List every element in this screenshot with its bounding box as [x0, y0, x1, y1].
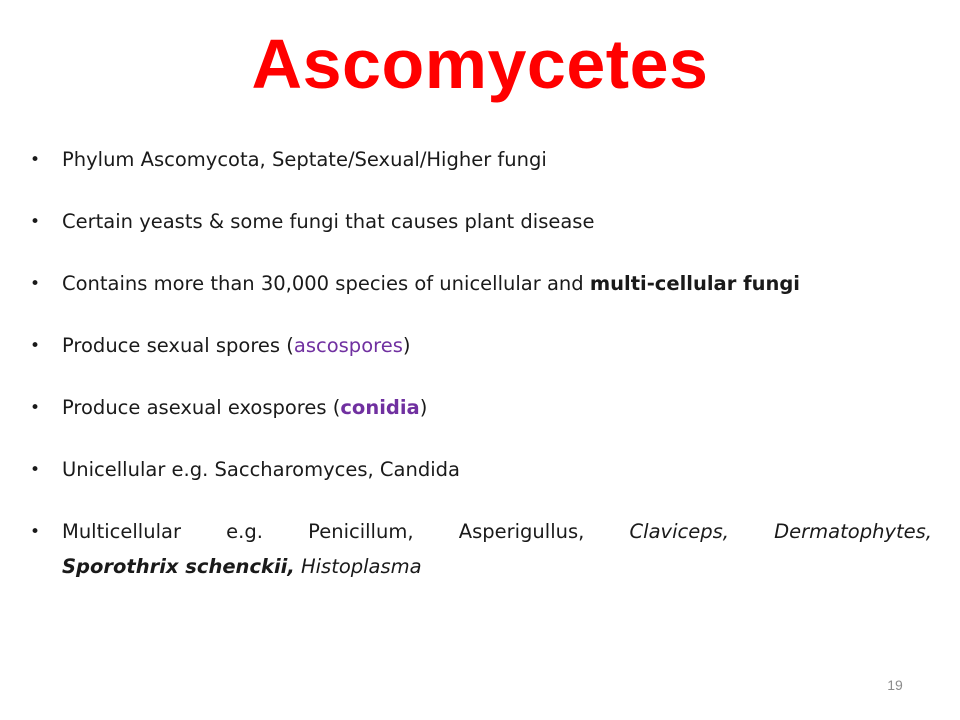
- bullet-item-unicellular: [30, 456, 932, 484]
- bullet-list: [30, 146, 932, 627]
- bullet-dot: •: [30, 398, 41, 418]
- highlight-conidia: conidia: [340, 396, 420, 419]
- slide-title: Ascomycetes: [251, 25, 709, 103]
- bullet-text: Contains more than 30,000 species of unicellular and: [62, 272, 590, 295]
- bullet-text-prefix: Produce asexual exospores (: [62, 396, 341, 419]
- word-asperigullus: Asperigullus,: [458, 520, 585, 543]
- word-histoplasma: Histoplasma: [294, 555, 422, 578]
- bullet-bold-text: multi-cellular fungi: [589, 272, 800, 295]
- bullet-text-suffix: ): [402, 334, 411, 357]
- bullet-item-yeasts: [30, 208, 932, 236]
- word-sporothrix: Sporothrix schenckii,: [62, 555, 295, 578]
- bullet-text: Phylum Ascomycota, Septate/Sexual/Higher fungi: [62, 148, 547, 171]
- bullet-dot: •: [30, 336, 41, 356]
- bullet-item-asexual-spores: [30, 394, 932, 422]
- word-multicellular: Multicellular: [62, 520, 181, 543]
- bullet-dot: •: [30, 522, 41, 542]
- bullet-dot: •: [30, 274, 41, 294]
- bullet-item-species: [30, 270, 932, 298]
- bullet-item-phylum: [30, 146, 932, 174]
- word-claviceps: Claviceps,: [629, 520, 729, 543]
- word-eg: e.g.: [226, 520, 263, 543]
- bullet-dot: •: [30, 150, 41, 170]
- bullet-item-sexual-spores: [30, 332, 932, 360]
- bullet-dot: •: [30, 212, 41, 232]
- bullet-text-suffix: ): [419, 396, 428, 419]
- page-number: 19: [887, 677, 903, 693]
- highlight-ascospores: ascospores: [293, 334, 403, 357]
- bullet-text-prefix: Produce sexual spores (: [62, 334, 294, 357]
- bullet-dot: •: [30, 460, 41, 480]
- word-penicillum: Penicillum,: [308, 520, 414, 543]
- bullet-text: Unicellular e.g. Saccharomyces, Candida: [62, 458, 460, 481]
- word-dermatophytes: Dermatophytes,: [774, 520, 932, 543]
- bullet-text: Certain yeasts & some fungi that causes plant disease: [62, 210, 595, 233]
- bullet-item-multicellular: [30, 503, 932, 593]
